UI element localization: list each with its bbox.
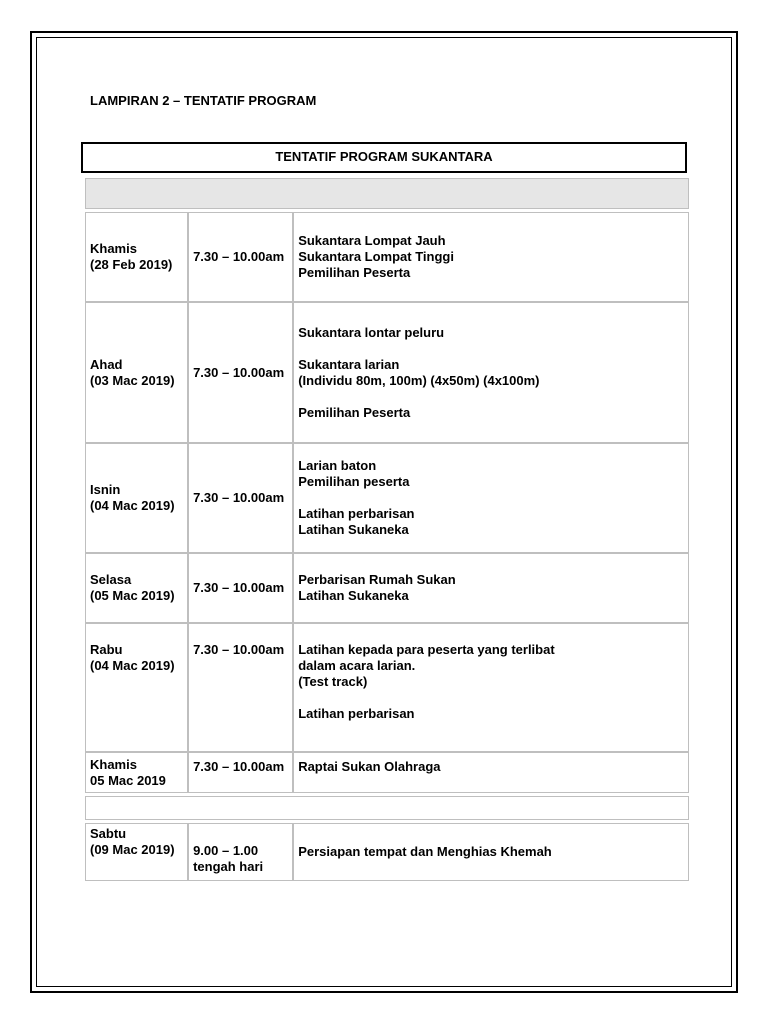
time-cell: 9.00 – 1.00 tengah hari <box>188 823 293 881</box>
table-spacer-row <box>85 796 689 820</box>
table-title-box <box>81 142 687 173</box>
time-cell: 7.30 – 10.00am <box>188 553 293 623</box>
activity-cell: Raptai Sukan Olahraga <box>293 752 689 793</box>
day-cell: Khamis (28 Feb 2019) <box>85 212 188 302</box>
day-cell: Rabu (04 Mac 2019) <box>85 623 188 752</box>
table-row <box>85 823 689 881</box>
time-cell: 7.30 – 10.00am <box>188 302 293 443</box>
time-cell: 7.30 – 10.00am <box>188 623 293 752</box>
activity-cell: Perbarisan Rumah Sukan Latihan Sukaneka <box>293 553 689 623</box>
table-title: TENTATIF PROGRAM SUKANTARA <box>275 149 493 164</box>
document-heading: LAMPIRAN 2 – TENTATIF PROGRAM <box>90 93 317 108</box>
time-cell: 7.30 – 10.00am <box>188 752 293 793</box>
activity-cell: Latihan kepada para peserta yang terlibat dalam acara larian. (Test track) Latihan perbarisan <box>293 623 689 752</box>
page-border-shadow-bottom <box>30 991 738 993</box>
day-cell: Sabtu (09 Mac 2019) <box>85 823 188 881</box>
schedule-table <box>85 178 689 881</box>
activity-cell: Larian baton Pemilihan peserta Latihan perbarisan Latihan Sukaneka <box>293 443 689 553</box>
activity-cell: Sukantara lontar peluru Sukantara larian (Individu 80m, 100m) (4x50m) (4x100m) Pemilihan Peserta <box>293 302 689 443</box>
day-cell: Selasa (05 Mac 2019) <box>85 553 188 623</box>
table-row <box>85 443 689 553</box>
page-border-shadow-right <box>736 31 738 993</box>
activity-cell: Persiapan tempat dan Menghias Khemah <box>293 823 689 881</box>
activity-cell: Sukantara Lompat Jauh Sukantara Lompat Tinggi Pemilihan Peserta <box>293 212 689 302</box>
time-cell: 7.30 – 10.00am <box>188 212 293 302</box>
table-row <box>85 302 689 443</box>
day-cell: Khamis 05 Mac 2019 <box>85 752 188 793</box>
table-row <box>85 212 689 302</box>
day-cell: Ahad (03 Mac 2019) <box>85 302 188 443</box>
time-cell: 7.30 – 10.00am <box>188 443 293 553</box>
table-row <box>85 553 689 623</box>
table-header-band <box>85 178 689 209</box>
day-cell: Isnin (04 Mac 2019) <box>85 443 188 553</box>
table-row <box>85 752 689 793</box>
table-row <box>85 623 689 752</box>
